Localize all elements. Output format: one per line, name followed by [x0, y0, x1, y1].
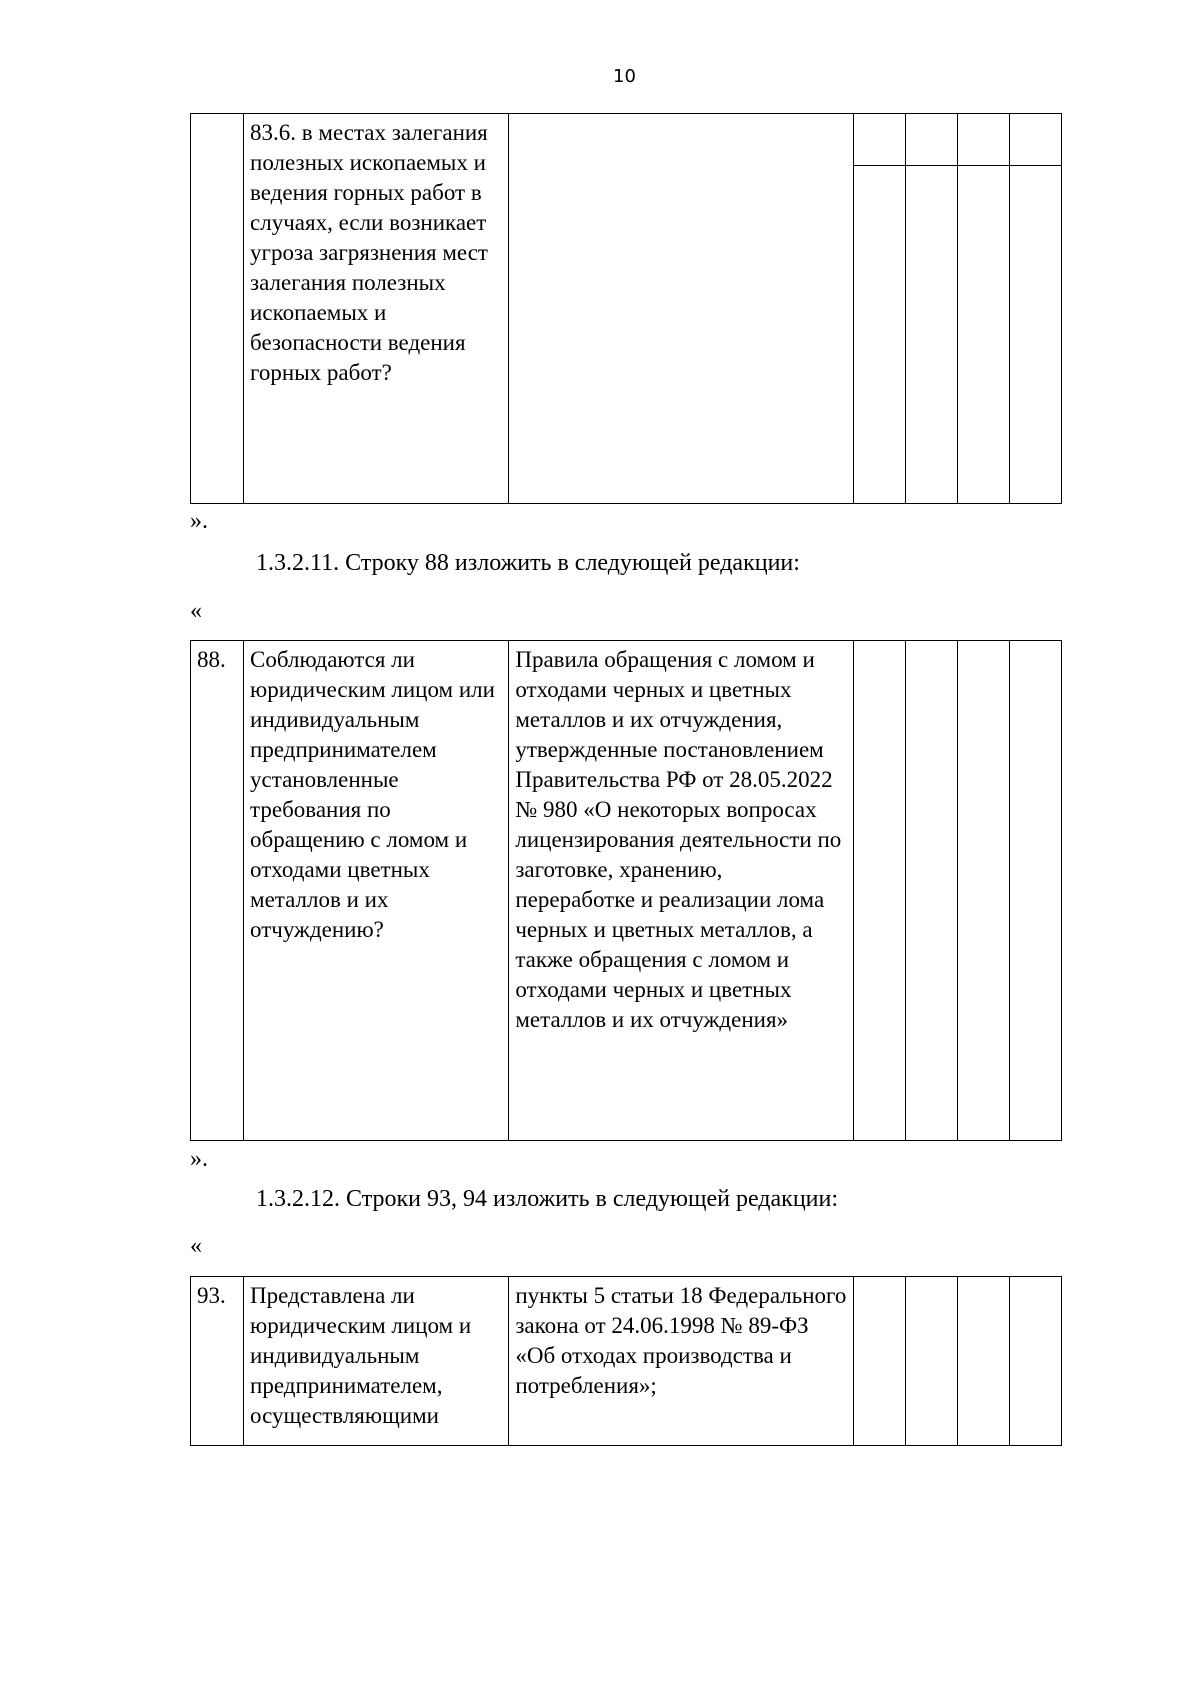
- question-cell: 83.6. в местах залегания полезных ископаемых и ведения горных работ в случаях, если возникает угроза загрязнения мест залегания полезных ископаемых и безопасности ведения горных работ?: [244, 114, 509, 504]
- reference-cell: пункты 5 статьи 18 Федерального закона от 24.06.1998 № 89-ФЗ «Об отходах производства и потребления»;: [509, 1277, 853, 1446]
- reference-cell: [509, 114, 853, 504]
- answer-cell-note: [1009, 641, 1061, 1141]
- answer-cell-yes: [853, 641, 905, 1141]
- row-number-cell: 88.: [191, 641, 244, 1141]
- answer-cell-no: [905, 114, 957, 166]
- amendment-paragraph: 1.3.2.11. Строку 88 изложить в следующей редакции:: [256, 550, 800, 576]
- question-cell: Представлена ли юридическим лицом и индивидуальным предпринимателем, осуществляющими: [244, 1277, 509, 1446]
- answer-cell-yes: [853, 1277, 905, 1446]
- answer-cell-no: [905, 641, 957, 1141]
- page-number: 10: [613, 66, 636, 87]
- opening-quote: «: [190, 598, 202, 624]
- closing-quote: ».: [190, 1146, 208, 1172]
- answer-cell-na: [957, 641, 1009, 1141]
- answer-cell-na: [957, 114, 1009, 166]
- checklist-table-row-93: [190, 1276, 1062, 1446]
- answer-cell-note-lower: [1009, 166, 1061, 504]
- answer-cell-no: [905, 1277, 957, 1446]
- answer-cell-note: [1009, 1277, 1061, 1446]
- answer-cell-yes-lower: [853, 166, 905, 504]
- answer-cell-no-lower: [905, 166, 957, 504]
- question-cell: Соблюдаются ли юридическим лицом или индивидуальным предпринимателем установленные требования по обращению с ломом и отходами цветных металлов и их отчуждению?: [244, 641, 509, 1141]
- answer-cell-yes: [853, 114, 905, 166]
- row-number-cell: 93.: [191, 1277, 244, 1446]
- opening-quote: «: [190, 1233, 202, 1259]
- closing-quote: ».: [190, 508, 208, 534]
- answer-cell-na-lower: [957, 166, 1009, 504]
- answer-cell-note: [1009, 114, 1061, 166]
- row-number-cell: [191, 114, 244, 504]
- checklist-table-row-88: [190, 640, 1062, 1141]
- checklist-table-row-83-6: [190, 113, 1062, 504]
- amendment-paragraph: 1.3.2.12. Строки 93, 94 изложить в следующей редакции:: [256, 1186, 839, 1212]
- answer-cell-na: [957, 1277, 1009, 1446]
- reference-cell: Правила обращения с ломом и отходами черных и цветных металлов и их отчуждения, утвержденные постановлением Правительства РФ от 28.05.2022 № 980 «О некоторых вопросах лицензирования деятельности по заготовке, хранению, переработке и реализации лома черных и цветных металлов, а также обращения с ломом и отходами черных и цветных металлов и их отчуждения»: [509, 641, 853, 1141]
